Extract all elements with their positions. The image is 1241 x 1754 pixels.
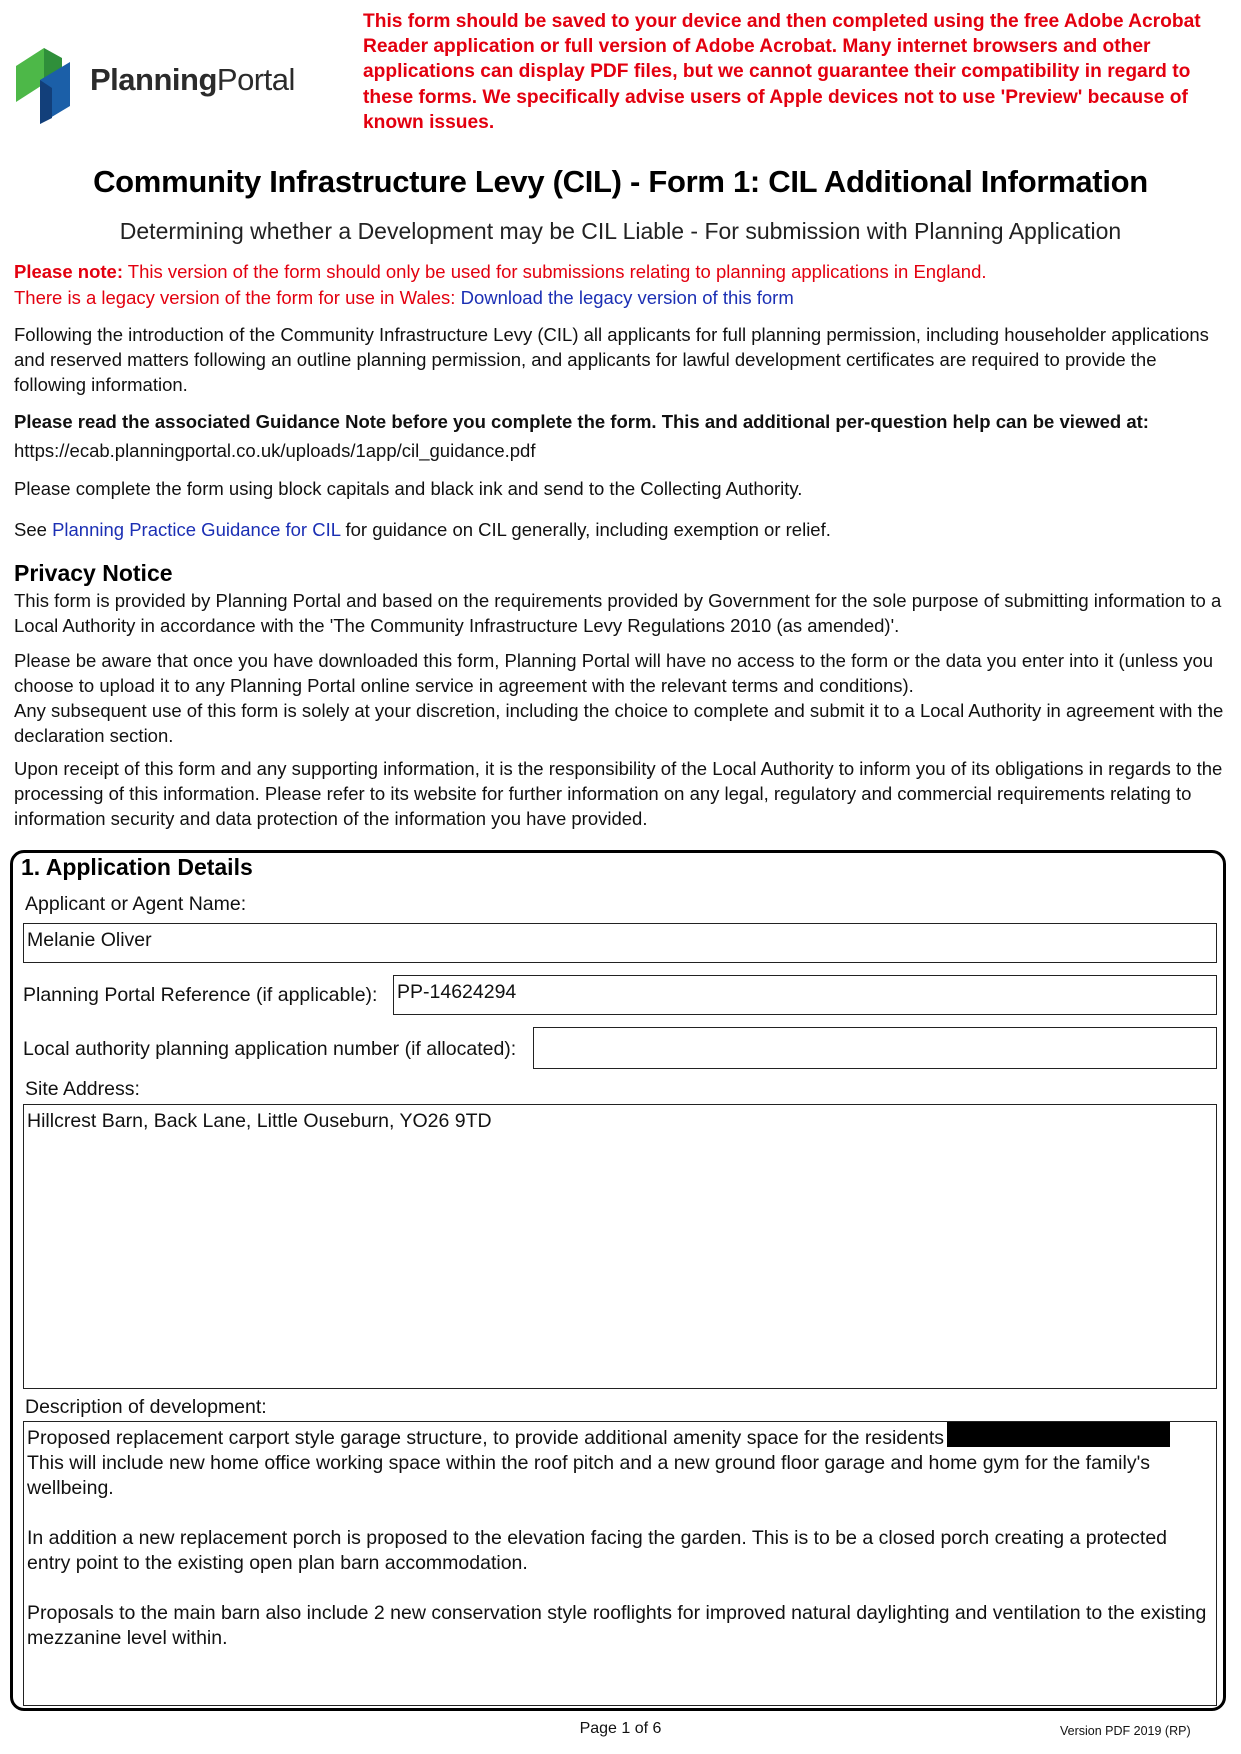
page-title: Community Infrastructure Levy (CIL) - Form 1: CIL Additional Information (93, 164, 1148, 199)
planning-portal-logo (14, 44, 304, 124)
applicant-name-label: Applicant or Agent Name: (25, 893, 247, 915)
legacy-form-link[interactable]: Download the legacy version of this form (460, 286, 794, 308)
privacy-paragraph-2: Please be aware that once you have downloaded this form, Planning Portal will have no access to the form or the data you enter into it (unless you choose to upload it to any Planning Portal online service in agreement with the relevant terms and conditions). (14, 650, 1214, 696)
england-note (14, 259, 1224, 310)
planning-practice-guidance-link[interactable]: Planning Practice Guidance for CIL (52, 519, 341, 540)
see-prefix: See (14, 519, 53, 540)
redaction-box (947, 1422, 1170, 1447)
compatibility-warning: This form should be saved to your device and then completed using the free Adobe Acrobat Reader application or full version of Adobe Acrobat. Many internet browsers and other applications can display PDF files, but we cannot guarantee their compatibility in regard to these forms. We specifically advise users of Apple devices not to use 'Preview' because of known issues. (363, 11, 1201, 133)
legacy-text: There is a legacy version of the form for use in Wales: (14, 286, 461, 308)
see-suffix: for guidance on CIL generally, including exemption or relief. (340, 519, 831, 540)
privacy-paragraph-1: This form is provided by Planning Portal and based on the requirements provided by Government for the sole purpose of submitting information to a Local Authority in accordance with the 'The Community Infrastructure Levy Regulations 2010 (as amended)'. (14, 590, 1222, 636)
block-capitals-instruction: Please complete the form using block capitals and black ink and send to the Collecting Authority. (14, 478, 803, 499)
note-label: Please note: (14, 261, 123, 282)
note-text: This version of the form should only be used for submissions relating to planning applications in England. (123, 261, 987, 282)
planning-portal-logo-icon (14, 44, 84, 124)
guidance-instruction: Please read the associated Guidance Note before you complete the form. This and additional per-question help can be viewed at: (14, 411, 1149, 432)
site-address-field[interactable]: Hillcrest Barn, Back Lane, Little Ouseburn, YO26 9TD (23, 1104, 1217, 1389)
page-number: Page 1 of 6 (579, 1720, 662, 1737)
description-label: Description of development: (25, 1396, 267, 1418)
privacy-paragraph-3: Any subsequent use of this form is solely at your discretion, including the choice to complete and submit it to a Local Authority in agreement with the declaration section. (14, 700, 1224, 746)
page-subtitle: Determining whether a Development may be CIL Liable - For submission with Planning Application (119, 218, 1122, 244)
version-label: Version PDF 2019 (RP) (1060, 1724, 1191, 1738)
privacy-notice-heading: Privacy Notice (14, 560, 173, 586)
portal-reference-label: Planning Portal Reference (if applicable): (23, 984, 378, 1006)
see-guidance-line (14, 517, 1229, 542)
logo-wordmark: PlanningPortal (90, 62, 295, 97)
site-address-label: Site Address: (25, 1078, 140, 1100)
la-application-number-field[interactable] (533, 1027, 1217, 1069)
applicant-name-field[interactable]: Melanie Oliver (23, 923, 1217, 963)
la-application-number-label: Local authority planning application number (if allocated): (23, 1038, 517, 1060)
portal-reference-field[interactable]: PP-14624294 (393, 975, 1217, 1015)
section-title-application-details: 1. Application Details (21, 854, 253, 880)
guidance-link[interactable]: https://ecab.planningportal.co.uk/uploads/1app/cil_guidance.pdf (14, 440, 536, 461)
description-field[interactable]: Proposed replacement carport style garage structure, to provide additional amenity space for the residents This will include new home office working space within the roof pitch and a new ground floor garage and home gym for the family's wellbeing. In addition a new replacement porch is proposed to the elevation facing the garden. This is to be a closed porch creating a protected entry point to the existing open plan barn accommodation. Proposals to the main barn also include 2 new conservation style rooflights for improved natural daylighting and ventilation to the existing mezzanine level within. (23, 1421, 1217, 1706)
intro-paragraph: Following the introduction of the Community Infrastructure Levy (CIL) all applicants for full planning permission, including householder applications and reserved matters following an outline planning permission, and applicants for lawful development certificates are required to provide the following information. (14, 324, 1209, 395)
privacy-paragraph-4: Upon receipt of this form and any supporting information, it is the responsibility of the Local Authority to inform you of its obligations in regards to the processing of this information. Please refer to its website for further information on any legal, regulatory and commercial requirements relating to information security and data protection of the information you have provided. (14, 758, 1223, 829)
